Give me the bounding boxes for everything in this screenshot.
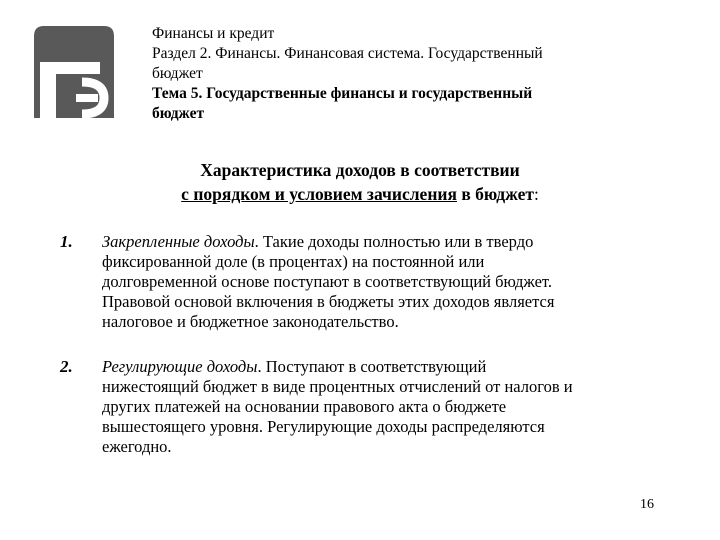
- topic-title-cont: бюджет: [152, 105, 205, 122]
- item-lead: Регулирующие доходы: [102, 357, 258, 376]
- item-line: вышестоящего уровня. Регулирующие доходы распределяются: [102, 417, 545, 436]
- list-item: [60, 357, 690, 457]
- item-line: налоговое и бюджетное законодательство.: [102, 312, 399, 331]
- item-number: 1.: [60, 232, 73, 251]
- list-item: [60, 232, 690, 332]
- heading-rest: в бюджет: [456, 184, 534, 204]
- slide-heading: [100, 158, 620, 206]
- topic-title: Тема 5. Государственные финансы и государственный: [152, 85, 533, 102]
- course-title: Финансы и кредит: [152, 25, 275, 42]
- item-line: Регулирующие доходы. Поступают в соответствующий: [102, 357, 487, 376]
- section-title: Раздел 2. Финансы. Финансовая система. Государственный: [152, 45, 543, 62]
- heading-line1: Характеристика доходов в соответствии: [200, 160, 520, 180]
- ps-logo-icon: [30, 22, 118, 118]
- item-line: долговременной основе поступают в соответствующий бюджет.: [102, 272, 552, 291]
- item-line: нижестоящий бюджет в виде процентных отчислений от налогов и: [102, 377, 573, 396]
- item-body: [102, 357, 690, 457]
- item-body: [102, 232, 690, 332]
- heading-line2: [100, 182, 620, 206]
- page-number: 16: [640, 497, 654, 512]
- document-header: [152, 24, 622, 124]
- item-line: Закрепленные доходы. Такие доходы полностью или в твердо: [102, 232, 534, 251]
- item-line: других платежей на основании правового акта о бюджете: [102, 397, 507, 416]
- heading-underlined: с порядком и условием зачисления: [181, 184, 457, 204]
- item-number: 2.: [60, 357, 73, 376]
- item-line: Правовой основой включения в бюджеты этих доходов является: [102, 292, 555, 311]
- heading-colon: :: [533, 184, 539, 204]
- section-title-cont: бюджет: [152, 65, 203, 82]
- item-lead: Закрепленные доходы: [102, 232, 255, 251]
- item-line: фиксированной доле (в процентах) на постоянной или: [102, 252, 485, 271]
- item-line: ежегодно.: [102, 437, 172, 456]
